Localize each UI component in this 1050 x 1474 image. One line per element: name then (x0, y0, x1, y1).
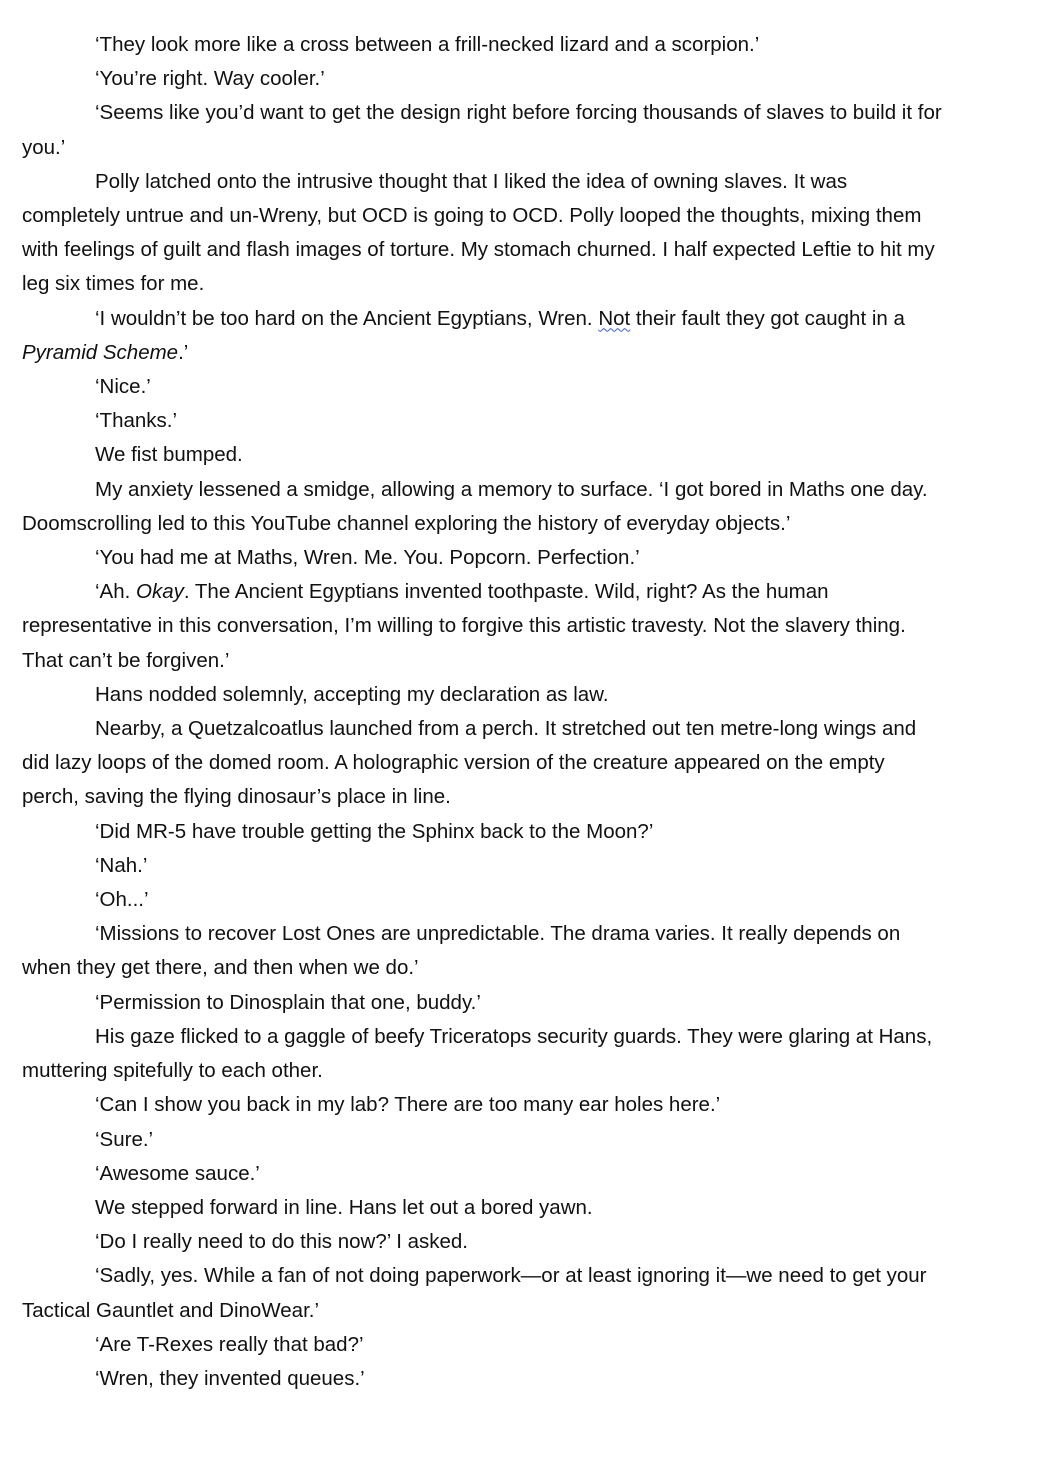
text-run: ‘Do I really need to do this now?’ I asked. (95, 1230, 469, 1254)
paragraph (22, 1259, 942, 1327)
text-run: ‘You had me at Maths, Wren. Me. You. Popcorn. Perfection.’ (95, 546, 640, 570)
paragraph (22, 1157, 942, 1191)
text-run: Hans nodded solemnly, accepting my declaration as law. (95, 682, 609, 706)
text-run: ‘They look more like a cross between a frill-necked lizard and a scorpion.’ (95, 33, 760, 56)
text-run: We stepped forward in line. Hans let out a bored yawn. (95, 1195, 593, 1219)
paragraph (22, 438, 942, 472)
paragraph (22, 883, 942, 917)
paragraph (22, 1362, 942, 1396)
text-run: His gaze flicked to a gaggle of beefy Triceratops security guards. They were glaring at Hans, muttering spitefully to each other. (22, 1024, 933, 1083)
paragraph (22, 678, 942, 712)
paragraph (22, 917, 942, 985)
text-run: ‘Ah. (95, 580, 137, 604)
paragraph (22, 541, 942, 575)
paragraph (22, 1020, 942, 1088)
text-run: ‘Are T-Rexes really that bad?’ (95, 1332, 364, 1356)
text-run: ‘Seems like you’d want to get the design right before forcing thousands of slaves to build it for you.’ (22, 101, 942, 159)
text-run: ‘Thanks.’ (95, 409, 178, 433)
text-run: ‘I wouldn’t be too hard on the Ancient Egyptians, Wren. (95, 306, 599, 330)
paragraph (22, 302, 942, 370)
paragraph (22, 849, 942, 883)
paragraph (22, 712, 942, 815)
text-run: ‘Permission to Dinosplain that one, buddy.’ (95, 990, 481, 1014)
paragraph (22, 28, 942, 62)
paragraph (22, 62, 942, 96)
paragraph (22, 1191, 942, 1225)
paragraph (22, 815, 942, 849)
paragraph (22, 370, 942, 404)
text-run: ‘Nah.’ (95, 853, 148, 877)
paragraph (22, 1123, 942, 1157)
text-run: Nearby, a Quetzalcoatlus launched from a perch. It stretched out ten metre-long wings and did lazy loops of the domed room. A holographic version of the creature appeared on the empty perch, saving the flying dinosaur’s place in line. (22, 717, 917, 809)
paragraph (22, 404, 942, 438)
spellcheck-flagged-word: Not (598, 306, 631, 330)
text-run: ‘Awesome sauce.’ (95, 1161, 260, 1185)
paragraph (22, 1088, 942, 1122)
text-run: ‘Sadly, yes. While a fan of not doing paperwork—or at least ignoring it—we need to get your Tactical Gauntlet and DinoWear.’ (22, 1264, 927, 1322)
text-run: Polly latched onto the intrusive thought that I liked the idea of owning slaves. It was completely untrue and un-Wreny, but OCD is going to OCD. Polly looped the thoughts, mixing them with feelings of guilt and flash images of torture. My stomach churned. I half expected Leftie to hit my leg six times for me. (22, 169, 935, 296)
text-run: ‘Can I show you back in my lab? There are too many ear holes here.’ (95, 1093, 721, 1117)
text-run: .’ (178, 340, 189, 364)
paragraph (22, 96, 942, 164)
italic-text: Okay (136, 580, 184, 604)
paragraph (22, 473, 942, 541)
text-run: their fault they got caught in a (630, 306, 905, 330)
text-run: ‘You’re right. Way cooler.’ (95, 67, 325, 91)
paragraph (22, 575, 942, 678)
text-run: ‘Wren, they invented queues.’ (95, 1366, 365, 1390)
text-run: We fist bumped. (95, 443, 243, 467)
text-run: . The Ancient Egyptians invented toothpaste. Wild, right? As the human representative in this conversation, I’m willing to forgive this artistic travesty. Not the slavery thing. That can’t be forgiven.’ (22, 580, 906, 672)
text-run: ‘Nice.’ (95, 375, 151, 399)
text-run: ‘Sure.’ (95, 1127, 154, 1151)
paragraph (22, 1328, 942, 1362)
paragraph (22, 1225, 942, 1259)
italic-text: Pyramid Scheme (22, 340, 179, 364)
text-run: ‘Missions to recover Lost Ones are unpredictable. The drama varies. It really depends on when they get there, and then when we do.’ (22, 922, 901, 980)
paragraph (22, 986, 942, 1020)
text-run: ‘Oh...’ (95, 888, 149, 912)
document-page (22, 28, 942, 1396)
text-run: My anxiety lessened a smidge, allowing a memory to surface. ‘I got bored in Maths one day. Doomscrolling led to this YouTube channel exploring the history of everyday objects.’ (22, 477, 928, 535)
paragraph (22, 165, 942, 302)
text-run: ‘Did MR-5 have trouble getting the Sphinx back to the Moon?’ (95, 819, 654, 843)
